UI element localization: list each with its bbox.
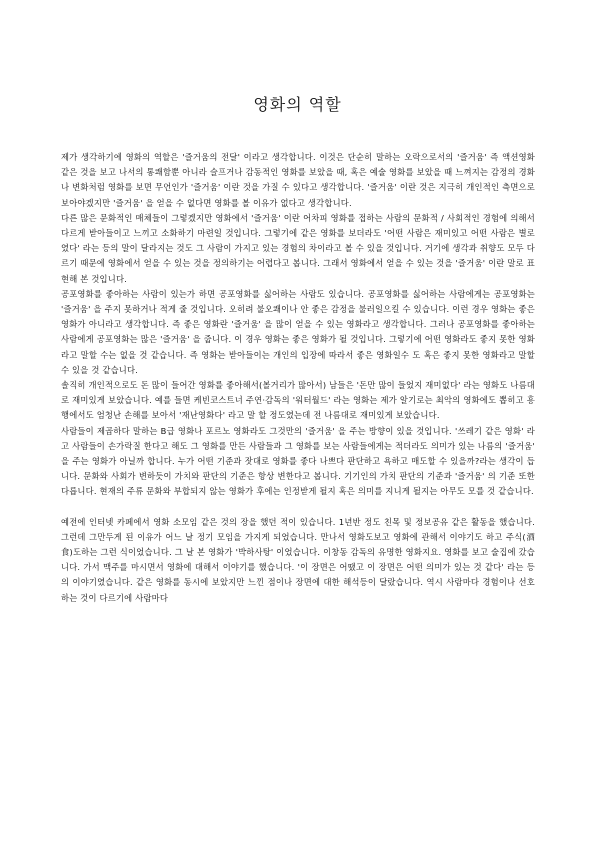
paragraph: 솔직히 개인적으로도 돈 많이 들어간 영화를 좋아해서(볼거리가 많아서) 남들은 '돈만 많이 들었지 재미없다' 라는 영화도 나름대로 재미있게 보았습니다. 예를 들면 케빈코스트너 주연·감독의 '워터월드' 라는 영화는 제가 알기로는 최악의 영화에도 뽑히고 흥행에서도 엄청난 손해를 보아서 '재난영화다' 라고 말 할 정도였는데 전 나름대로 재미있게 보았습니다. bbox=[61, 380, 535, 421]
paragraph: 다른 많은 문화적인 매체들이 그렇겠지만 영화에서 '즐거움' 이란 어차피 영화를 접하는 사람의 문화적 / 사회적인 경험에 의해서 다르게 받아들이고 느끼고 소화하기 마련일 것입니다. 그렇기에 같은 영화를 보더라도 '어떤 사람은 재미있고 어떤 사람은 별로였다' 라는 등의 말이 달라지는 것도 그 사람이 가지고 있는 경험의 차이라고 볼 수 있을 것입니다. 거기에 생각과 취향도 모두 다르기 때문에 영화에서 얻을 수 있는 것을 정의하기는 어렵다고 봅니다. 그래서 영화에서 얻을 수 있는 것을 '즐거움' 이란 말로 표현해 본 것입니다. bbox=[61, 212, 535, 284]
paragraph: 예전에 인터넷 카페에서 영화 소모임 같은 것의 장을 했던 적이 있습니다. 1년반 정도 친목 및 정보공유 같은 활동을 했습니다. 그런데 그만두게 된 이유가 어느 날 정기 모임을 가지게 되었습니다. 만나서 영화도보고 영화에 관해서 이야기도 하고 주식(酒食)도하는 그런 식이었습니다. 그 날 본 영화가 '박하사탕' 이었습니다. 이창동 감독의 유명한 영화지요. 영화를 보고 술집에 갔습니다. 가서 맥주를 마시면서 영화에 대해서 이야기를 했습니다. '이 장면은 어땠고 이 장면은 어떤 의미가 있는 것 같다' 라는 등의 이야기였습니다. 같은 영화를 동시에 보았지만 느낀 점이나 장면에 대한 해석등이 달랐습니다. 역시 사람마다 경험이나 선호 하는 것이 다르기에 사람마다 bbox=[61, 516, 535, 603]
paragraph: 제가 생각하기에 영화의 역할은 '즐거움의 전달' 이라고 생각합니다. 이것은 단순히 말하는 오락으로서의 '즐거움' 즉 액션영화 같은 것을 보고 나서의 통쾌함뿐 아니라 슬프거나 감동적인 영화를 보았을 때, 혹은 예술 영화를 보았을 때 느껴지는 감정의 경화나 변화처럼 영화를 보면 무언인가 '즐거움' 이란 것을 가질 수 있다고 생각합니다. '즐거움' 이란 것은 지극히 개인적인 측면으로 보아야겠지만 '즐거움' 을 얻을 수 없다면 영화를 볼 이유가 없다고 생각합니다. bbox=[61, 152, 535, 208]
document-body bbox=[61, 150, 535, 606]
paragraph: 공포영화를 좋아하는 사람이 있는가 하면 공포영화를 싫어하는 사람도 있습니다. 공포영화를 싫어하는 사람에게는 공포영화는 '즐거움' 을 주지 못하거나 적게 줄 것입니다. 오히려 불오쾌이나 안 좋은 감정을 불러일으킬 수 있습니다. 이런 경우 영화는 좋은 영화가 아니라고 생각합니다. 즉 좋은 영화란 '즐거움' 을 많이 얻을 수 있는 영화라고 생각합니다. 그러나 공포영화를 좋아하는 사람에게 공포영화는 많은 '즐거움' 을 줍니다. 이 경우 영화는 좋은 영화가 될 것입니다. 그렇기에 어떤 영화라도 좋지 못한 영화라고 말할 수는 없을 것 같습니다. 즉 영화는 받아들이는 개인의 입장에 따라서 좋은 영화일수 도 혹은 좋지 못한 영화라고 말할 수 있을 것 같습니다. bbox=[61, 288, 535, 375]
paragraph: 사람들이 제곱하다 말하는 B급 영화나 포르노 영화라도 그것만의 '즐거움' 을 주는 방향이 있을 것입니다. '쓰레기 같은 영화' 라고 사람들이 손가락질 한다고 해도 그 영화를 만든 사람들과 그 영화를 보는 사람들에게는 적더라도 의미가 있는 나름의 '즐거움' 을 주는 영화가 아닐까 합니다. 누가 어떤 기준과 잣대로 영화를 좋다 나쁘다 판단하고 욕하고 매도할 수 있을까?라는 생각이 듭니다. 문화와 사회가 변하듯이 가치와 판단의 기준은 항상 변한다고 봅니다. 기기인의 가치 판단의 기준과 '즐거움' 의 기준 또한 다릅니다. 현재의 주류 문화와 부합되지 않는 영화가 후에는 인정받게 될지 혹은 의미를 지니게 될지는 아무도 모를 것 같습니다. bbox=[61, 425, 535, 497]
document-title: 영화의 역할 bbox=[253, 95, 342, 114]
